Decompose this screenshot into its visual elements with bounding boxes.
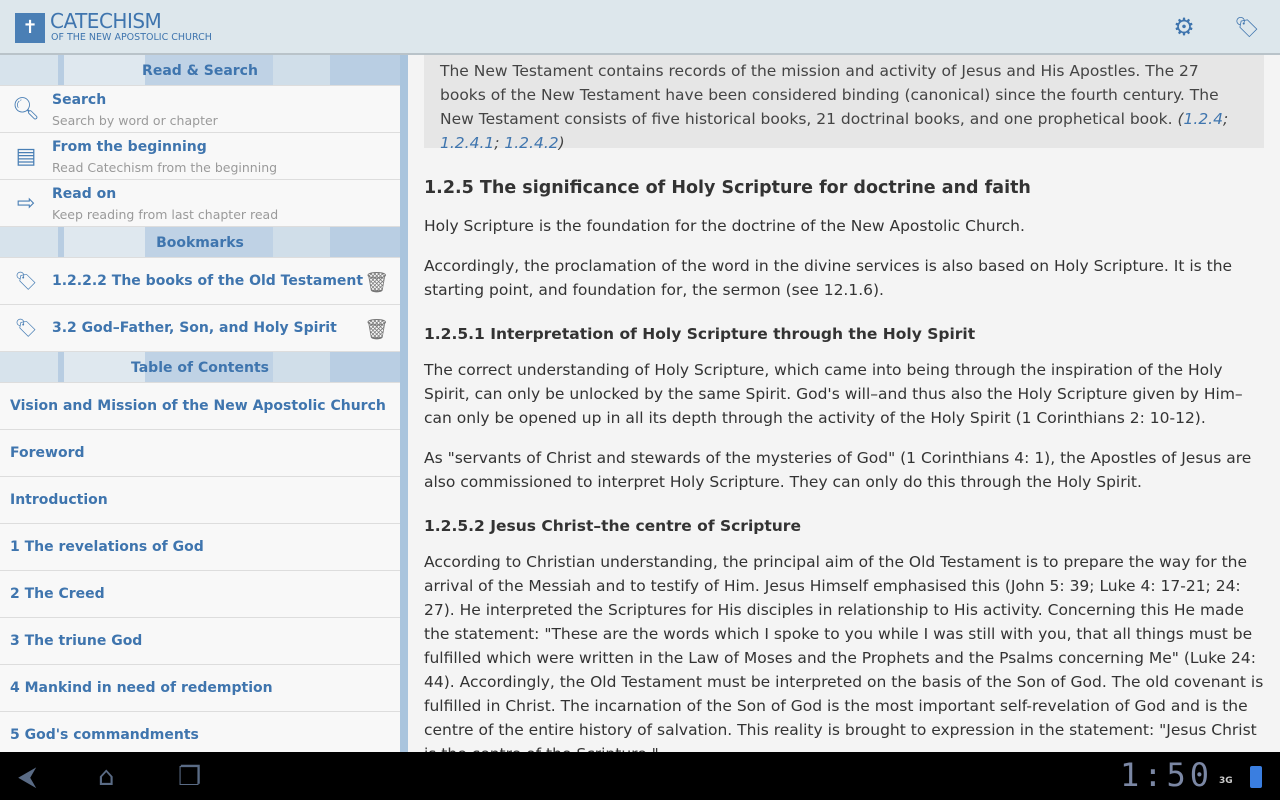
paragraph: The correct understanding of Holy Scripture, which came into being through the inspiration of the Holy Spirit, can only be unlocked by the same Spirit. God's will–and thus also the Holy Scripture given by Him–can only be opened up in all its depth through the activity of the Holy Spirit (1 Corinthians 2: 10-12).	[424, 361, 1243, 427]
home-icon[interactable]: ⌂	[98, 762, 115, 792]
item-title: Read on	[52, 186, 117, 202]
item-title: Search	[52, 92, 107, 108]
toc-item[interactable]: 2 The Creed	[0, 571, 400, 618]
read-search-header: Read & Search	[0, 55, 400, 86]
summary-text: The New Testament contains records of the mission and activity of Jesus and His Apostles. The 27 books of the New Testament have been considered binding (canonical) since the fourth century. The New Testament consists of five historical books, 21 doctrinal books, and one prophetical book.	[440, 62, 1219, 128]
toc-item[interactable]: 1 The revelations of God	[0, 524, 400, 571]
app-title: CATECHISM	[50, 9, 162, 33]
church-logo-icon: ✝	[15, 13, 45, 43]
sidebar	[0, 55, 400, 752]
summary-box: The New Testament contains records of the mission and activity of Jesus and His Apostles. The 27 books of the New Testament have been considered binding (canonical) since the fourth century. The New Testament consists of five historical books, 21 doctrinal books, and one prophetical book. (1.2.4; 1.2.4.1; 1.2.4.2)	[424, 55, 1264, 148]
toc-item[interactable]: Introduction	[0, 477, 400, 524]
item-subtitle: Search by word or chapter	[52, 113, 218, 128]
toc-item[interactable]: 4 Mankind in need of redemption	[0, 665, 400, 712]
item-title: From the beginning	[52, 139, 207, 155]
battery-icon	[1250, 766, 1262, 788]
gear-icon[interactable]: ⚙	[1173, 13, 1195, 41]
tag-icon: 🏷︎	[14, 271, 38, 292]
paragraph: As "servants of Christ and stewards of the mysteries of God" (1 Corinthians 4: 1), the Apostles of Jesus are also commissioned to interpret Holy Scripture. They can only do this through the Holy Spirit.	[424, 449, 1252, 491]
pane-divider[interactable]	[400, 55, 408, 752]
tag-icon[interactable]: 🏷︎	[1234, 15, 1260, 39]
paragraph: Holy Scripture is the foundation for the doctrine of the New Apostolic Church.	[424, 217, 1025, 235]
network-type: 3G	[1219, 776, 1233, 786]
search-icon: 🔍︎	[12, 97, 40, 122]
system-bar	[0, 752, 1280, 800]
toc-header: Table of Contents	[0, 352, 400, 383]
ref-link[interactable]: 1.2.4.1	[440, 134, 495, 152]
bookmarks-header: Bookmarks	[0, 227, 400, 258]
bookmark-item[interactable]	[0, 305, 400, 352]
trash-icon[interactable]: 🗑︎	[364, 317, 390, 341]
clock: 1:50	[1120, 756, 1214, 794]
recent-apps-icon[interactable]: ❐	[178, 762, 202, 792]
back-icon[interactable]: ⮜	[18, 762, 37, 792]
document-icon: ▤	[15, 144, 37, 169]
item-subtitle: Keep reading from last chapter read	[52, 207, 279, 222]
from-beginning-item[interactable]	[0, 133, 400, 180]
paragraph: Accordingly, the proclamation of the word in the divine services is also based on Holy Scripture. It is the starting point, and foundation for, the sermon (see 12.1.6).	[424, 257, 1233, 299]
bookmark-label: 3.2 God–Father, Son, and Holy Spirit	[52, 320, 337, 336]
ref-link[interactable]: 1.2.4	[1183, 110, 1223, 128]
search-item[interactable]	[0, 86, 400, 133]
subsection-heading: 1.2.5.1 Interpretation of Holy Scripture through the Holy Spirit	[424, 325, 976, 343]
read-on-icon: ⇨	[16, 191, 36, 216]
ref-link[interactable]: 1.2.4.2	[504, 134, 559, 152]
toc-item[interactable]: Foreword	[0, 430, 400, 477]
action-bar	[0, 0, 1280, 55]
bookmark-label: 1.2.2.2 The books of the Old Testament	[52, 273, 364, 289]
trash-icon[interactable]: 🗑︎	[364, 270, 390, 294]
section-heading: 1.2.5 The significance of Holy Scripture for doctrine and faith	[424, 178, 1031, 198]
subsection-heading: 1.2.5.2 Jesus Christ–the centre of Scripture	[424, 517, 801, 535]
reading-pane[interactable]	[408, 55, 1280, 752]
toc-item[interactable]: 3 The triune God	[0, 618, 400, 665]
toc-item[interactable]: Vision and Mission of the New Apostolic Church	[0, 383, 400, 430]
toc-item[interactable]: 5 God's commandments	[0, 712, 400, 759]
read-on-item[interactable]	[0, 180, 400, 227]
bookmark-item[interactable]	[0, 258, 400, 305]
tag-icon: 🏷︎	[14, 318, 38, 339]
app-subtitle: OF THE NEW APOSTOLIC CHURCH	[51, 32, 212, 43]
paragraph: According to Christian understanding, the principal aim of the Old Testament is to prepare the way for the arrival of the Messiah and to testify of Him. Jesus Himself emphasised this (John 5: 39; Luke 4: 17-21; 24: 27). He interpreted the Scriptures for His disciples in relationship to His activity. Concerning this He made the statement: "These are the words which I spoke to you while I was still with you, that all things must be fulfilled which were written in the Law of Moses and the Prophets and the Psalms concerning Me" (Luke 24: 44). Accordingly, the Old Testament must be interpreted on the basis of the Son of God. The old covenant is fulfilled in Christ. The incarnation of the Son of God is the most important self-revelation of God and is the centre of the entire history of salvation. This reality is brought to expression in the statement: "Jesus Christ	[424, 553, 1264, 739]
item-subtitle: Read Catechism from the beginning	[52, 160, 278, 175]
